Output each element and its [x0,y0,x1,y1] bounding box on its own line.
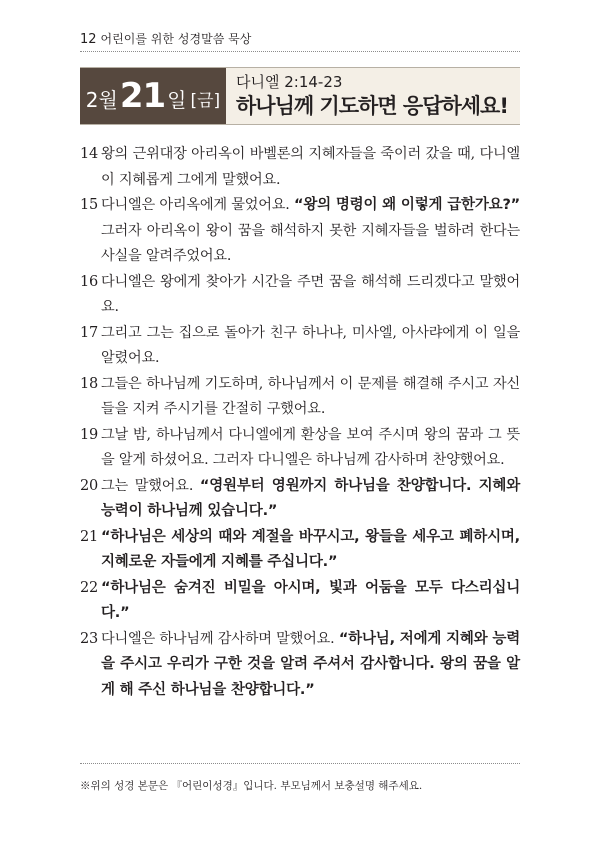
verse-list [80,142,520,703]
header-divider [80,51,520,52]
verse-number: 19 [80,426,99,443]
verse [80,474,520,525]
verse-text: 그는 말했어요. [101,477,200,494]
verse [80,270,520,321]
verse-number: 18 [80,375,99,392]
verse-number: 14 [80,146,99,162]
verse-number: 15 [80,197,99,213]
date-day-suffix: 일 [167,87,187,112]
date-banner [80,67,520,125]
verse-text: 왕의 근위대장 아리옥이 바벨론의 지혜자들을 죽이러 갔을 때, 다니엘이 지혜롭게 그에게 말했어요. [101,146,520,188]
verse [80,372,520,423]
verse-quote: “왕의 명령이 왜 이렇게 급한가요?” [294,197,520,213]
book-subtitle: 성경말씀 묵상 [177,32,252,46]
verse [80,627,520,704]
verse [80,193,520,270]
verse-text: 다니엘은 왕에게 찾아가 시간을 주면 꿈을 해석해 드리겠다고 말했어요. [101,273,520,315]
date-weekday: [금] [190,90,221,111]
footer-divider [80,763,520,764]
verse [80,142,520,193]
verse-number: 21 [80,528,99,545]
verse-text: 다니엘은 아리옥에게 물었어요. [101,197,294,213]
verse-number: 17 [80,324,99,341]
page-number: 12 [80,32,97,47]
date-month: 2월 [85,87,118,112]
verse-text: 그리고 그는 집으로 돌아가 친구 하나냐, 미사엘, 아사랴에게 이 일을 알렸어요. [101,324,520,366]
verse-quote: “하나님은 세상의 때와 계절을 바꾸시고, 왕들을 세우고 폐하시며, 지혜로운 자들에게 지혜를 주십니다.” [101,528,520,570]
verse-text: 다니엘은 하나님께 감사하며 말했어요. [101,630,339,647]
footnote: ※위의 성경 본문은 『어린이성경』입니다. 부모님께서 보충설명 해주세요. [80,780,423,792]
passage-title: 하나님께 기도하면 응답하세요! [236,94,508,118]
date-day: 21 [119,76,166,116]
verse [80,525,520,576]
verse-text: 그들은 하나님께 기도하며, 하나님께서 이 문제를 해결해 주시고 자신들을 지켜 주시기를 간절히 구했어요. [101,375,520,417]
verse-number: 23 [80,630,99,647]
verse-number: 20 [80,477,99,494]
verse-text: 그러자 아리옥이 왕이 꿈을 해석하지 못한 지혜자들을 벌하려 한다는 사실을 알려주었어요. [101,222,520,264]
verse-quote: “하나님, 저에게 지혜와 능력을 주시고 우리가 구한 것을 알려 주셔서 감사합니다. 왕의 꿈을 알게 해 주신 하나님을 찬양합니다.” [101,630,520,698]
date-box [80,68,226,124]
passage-title-area [226,68,520,124]
verse-number: 22 [80,579,99,596]
passage-reference: 다니엘 2:14-23 [236,73,343,91]
verse-quote: “영원부터 영원까지 하나님을 찬양합니다. 지혜와 능력이 하나님께 있습니다.” [101,477,520,519]
book-title: 어린이를 위한 [100,32,174,46]
verse-text: 그날 밤, 하나님께서 다니엘에게 환상을 보여 주시며 왕의 꿈과 그 뜻을 알게 하셨어요. 그러자 다니엘은 하나님께 감사하며 찬양했어요. [101,426,520,468]
verse [80,576,520,627]
running-header [80,30,251,47]
verse [80,321,520,372]
verse-quote: “하나님은 숨겨진 비밀을 아시며, 빛과 어둠을 모두 다스리십니다.” [101,579,520,621]
verse [80,423,520,474]
verse-number: 16 [80,273,99,290]
